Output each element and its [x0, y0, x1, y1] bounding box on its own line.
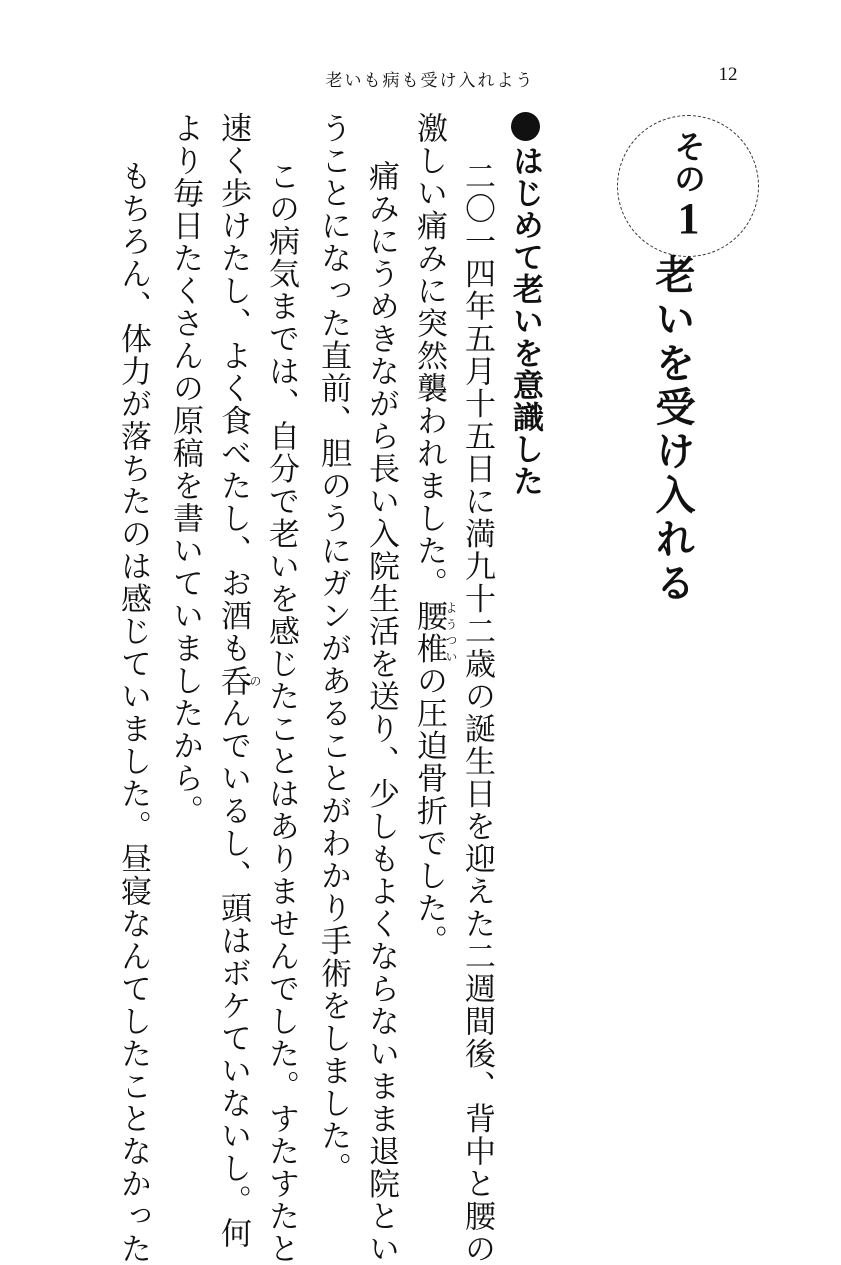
chapter-badge — [617, 115, 759, 257]
ruby-base: 腰椎 — [411, 599, 447, 665]
ruby-base: 呑 — [215, 664, 251, 697]
body-line: もちろん、体力が落ちたのは感じていました。昼寝なんてしたことなかった — [115, 160, 151, 1265]
ruby-reading: ようつい — [444, 599, 458, 665]
chapter-badge-inner — [618, 116, 758, 256]
ruby-word — [215, 664, 262, 698]
body-line: この病気までは、自分で老いを感じたことはありませんでした。すたすたと — [263, 160, 299, 1265]
body-line: 痛みにうめきながら長い入院生活を送り、少しもよくならないまま退院とい — [363, 160, 399, 1265]
chapter-label — [664, 129, 713, 243]
body-line: うことになった直前、胆のうにガンがあることがわかり手術をしました。 — [315, 112, 351, 1185]
body-line — [405, 112, 457, 957]
body-text-segment: の圧迫骨折でした。 — [411, 664, 447, 957]
chapter-label-number: 1 — [664, 193, 713, 243]
body-text-segment: んでいるし、頭はボケていないし。何 — [215, 697, 251, 1250]
ruby-word — [411, 599, 458, 665]
body-line: 二〇一四年五月十五日に満九十二歳の誕生日を迎えた二週間後、背中と腰の — [459, 160, 495, 1265]
chapter-label-prefix: その — [669, 129, 707, 194]
body-line — [209, 112, 261, 1250]
section-heading-text: はじめて老いを意識した — [507, 145, 543, 497]
body-text-segment: 速く歩けたし、よく食べたし、お酒も — [215, 112, 251, 665]
chapter-title: 老いを受け入れる — [649, 254, 695, 606]
body-text-segment: 激しい痛みに突然襲われました。 — [411, 112, 447, 600]
running-head: 老いも病も受け入れよう — [325, 71, 535, 91]
page-number: 12 — [718, 64, 738, 85]
body-line: より毎日たくさんの原稿を書いていましたから。 — [167, 112, 203, 827]
bullet-icon — [511, 112, 540, 141]
section-heading — [505, 112, 545, 497]
ruby-reading: の — [248, 664, 262, 697]
